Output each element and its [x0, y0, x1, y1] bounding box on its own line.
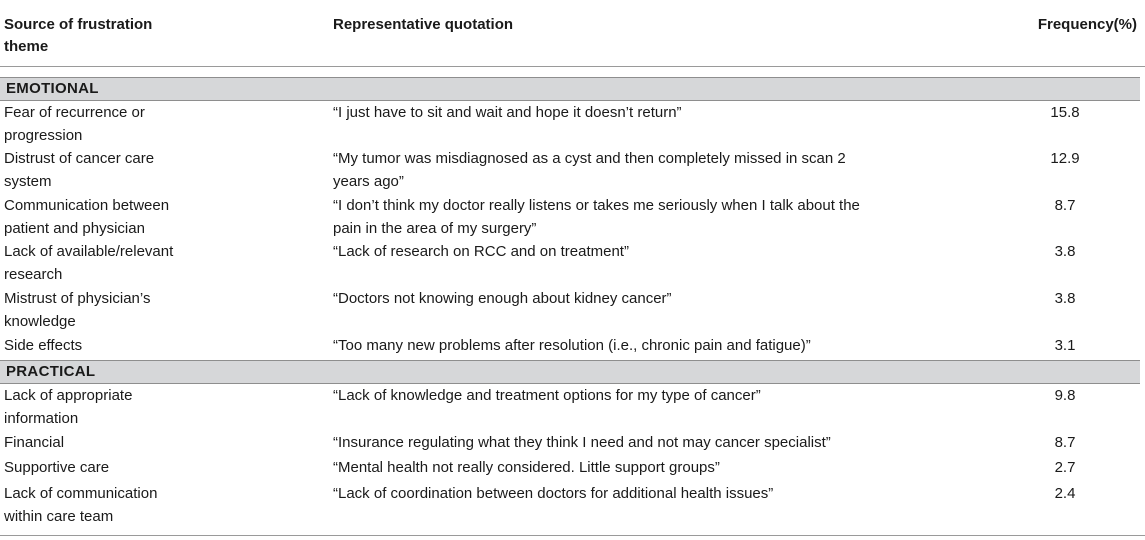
frequency-cell: 2.7	[1054, 459, 1076, 476]
section-header-practical	[0, 360, 1140, 384]
header-quotation: Representative quotation	[333, 16, 514, 33]
frequency-cell: 12.9	[1050, 150, 1080, 167]
quote-cell: “Doctors not knowing enough about kidney cancer”	[333, 290, 672, 307]
source-cell: Fear of recurrence or progression	[4, 104, 145, 144]
source-cell: Mistrust of physician’s knowledge	[4, 290, 151, 330]
frequency-cell: 3.8	[1054, 243, 1076, 260]
quote-cell: “Mental health not really considered. Little support groups”	[333, 459, 720, 476]
source-cell: Lack of communication within care team	[4, 485, 158, 525]
quote-cell: “Too many new problems after resolution (i.e., chronic pain and fatigue)”	[333, 337, 811, 354]
section-title: PRACTICAL	[6, 363, 96, 380]
source-cell: Communication between patient and physician	[4, 197, 170, 237]
quote-cell: “Lack of coordination between doctors for additional health issues”	[333, 485, 774, 502]
source-cell: Distrust of cancer care system	[4, 150, 155, 190]
source-cell: Supportive care	[4, 459, 110, 476]
frequency-cell: 15.8	[1050, 104, 1080, 121]
table-bottom-rule	[0, 535, 1145, 536]
quote-cell: “I don’t think my doctor really listens or takes me seriously when I talk about the pain in the area of my surgery”	[333, 197, 860, 237]
quote-cell: “My tumor was misdiagnosed as a cyst and then completely missed in scan 2 years ago”	[333, 150, 846, 190]
section-header-emotional	[0, 77, 1140, 101]
quote-cell: “Insurance regulating what they think I need and not may cancer specialist”	[333, 434, 831, 451]
header-source: Source of frustration theme	[4, 16, 153, 55]
frequency-cell: 3.1	[1054, 337, 1076, 354]
frequency-cell: 3.8	[1054, 290, 1076, 307]
source-cell: Lack of appropriate information	[4, 387, 133, 427]
source-cell: Side effects	[4, 337, 83, 354]
source-cell: Financial	[4, 434, 65, 451]
frequency-cell: 8.7	[1054, 197, 1076, 214]
frequency-cell: 8.7	[1054, 434, 1076, 451]
header-frequency: Frequency(%)	[1037, 16, 1137, 33]
quote-cell: “Lack of research on RCC and on treatment”	[333, 243, 629, 260]
quote-cell: “Lack of knowledge and treatment options for my type of cancer”	[333, 387, 761, 404]
section-title: EMOTIONAL	[6, 80, 99, 97]
quote-cell: “I just have to sit and wait and hope it doesn’t return”	[333, 104, 682, 121]
frequency-cell: 2.4	[1054, 485, 1076, 502]
frequency-cell: 9.8	[1054, 387, 1076, 404]
table-header	[0, 0, 1145, 67]
source-cell: Lack of available/relevant research	[4, 243, 174, 283]
